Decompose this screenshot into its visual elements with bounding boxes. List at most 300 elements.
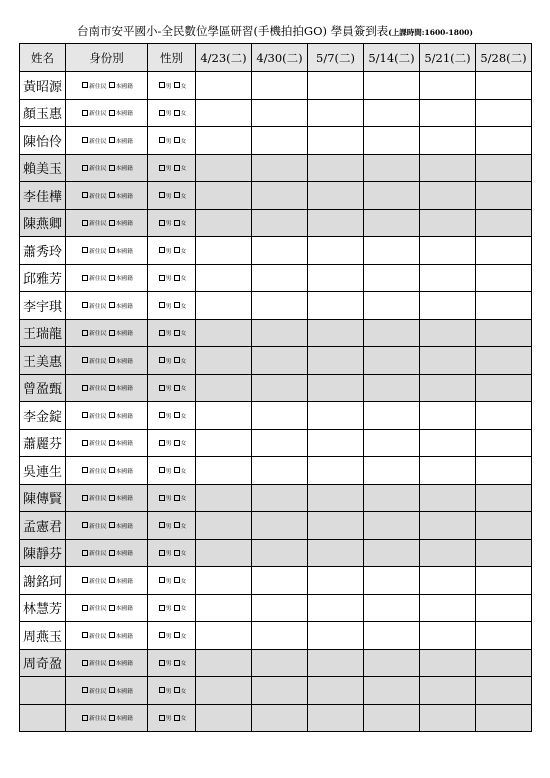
identity-checkbox-local[interactable] [109,605,115,611]
gender-checkbox-male[interactable] [159,467,165,473]
signature-cell-date-2[interactable] [252,677,308,705]
header-date-1: 4/23(二) [196,44,252,72]
header-date-4: 5/14(二) [364,44,420,72]
identity-label-local: 本國籍 [115,578,133,585]
identity-checkbox-new[interactable] [82,247,88,253]
identity-checkbox-local[interactable] [109,522,115,528]
signature-cell-date-6[interactable] [476,154,532,182]
identity-label-local: 本國籍 [115,276,133,283]
signature-cell-date-4[interactable] [364,209,420,237]
gender-checkbox-female[interactable] [174,687,180,693]
student-name: 陳怡伶 [20,127,66,155]
gender-checkbox-male[interactable] [159,192,165,198]
signature-cell-date-6[interactable] [476,539,532,567]
signature-cell-date-4[interactable] [364,622,420,650]
signature-cell-date-4[interactable] [364,429,420,457]
signature-cell-date-2[interactable] [252,622,308,650]
identity-checkbox-new[interactable] [82,550,88,556]
identity-checkbox-local[interactable] [109,660,115,666]
gender-checkbox-male[interactable] [159,550,165,556]
identity-checkbox-new[interactable] [82,192,88,198]
identity-label-new: 新住民 [89,468,107,475]
signature-cell-date-4[interactable] [364,127,420,155]
gender-checkbox-male[interactable] [159,660,165,666]
signature-cell-date-2[interactable] [252,457,308,485]
gender-checkbox-female[interactable] [174,330,180,336]
signature-cell-date-2[interactable] [252,72,308,100]
identity-checkbox-local[interactable] [109,687,115,693]
signature-cell-date-4[interactable] [364,484,420,512]
identity-checkbox-new[interactable] [82,577,88,583]
signature-cell-date-1[interactable] [196,677,252,705]
signature-cell-date-3[interactable] [308,127,364,155]
signature-cell-date-2[interactable] [252,99,308,127]
signature-cell-date-1[interactable] [196,127,252,155]
table-row [20,649,532,677]
identity-label-local: 本國籍 [115,358,133,365]
signature-cell-date-5[interactable] [420,484,476,512]
header-row [20,44,532,72]
identity-checkbox-new[interactable] [82,632,88,638]
gender-checkbox-female[interactable] [174,137,180,143]
gender-label-male: 男 [165,331,172,338]
gender-checkbox-female[interactable] [174,550,180,556]
signature-cell-date-1[interactable] [196,594,252,622]
identity-checkbox-local[interactable] [109,302,115,308]
gender-cell [148,99,196,127]
signature-cell-date-6[interactable] [476,457,532,485]
signature-cell-date-5[interactable] [420,704,476,732]
signature-cell-date-1[interactable] [196,264,252,292]
signature-cell-date-2[interactable] [252,594,308,622]
signature-cell-date-2[interactable] [252,182,308,210]
signature-cell-date-2[interactable] [252,347,308,375]
gender-checkbox-male[interactable] [159,137,165,143]
signature-cell-date-6[interactable] [476,292,532,320]
signature-cell-date-4[interactable] [364,649,420,677]
identity-label-local: 本國籍 [115,413,133,420]
signature-cell-date-6[interactable] [476,264,532,292]
signature-cell-date-4[interactable] [364,264,420,292]
gender-cell [148,429,196,457]
identity-cell [66,292,148,320]
identity-label-new: 新住民 [89,331,107,338]
signature-cell-date-2[interactable] [252,484,308,512]
signature-cell-date-2[interactable] [252,264,308,292]
signature-cell-date-1[interactable] [196,347,252,375]
signature-cell-date-3[interactable] [308,594,364,622]
signature-cell-date-4[interactable] [364,567,420,595]
gender-checkbox-male[interactable] [159,275,165,281]
signature-cell-date-3[interactable] [308,457,364,485]
gender-checkbox-male[interactable] [159,687,165,693]
signature-cell-date-4[interactable] [364,402,420,430]
gender-checkbox-female[interactable] [174,522,180,528]
signature-cell-date-1[interactable] [196,182,252,210]
gender-checkbox-male[interactable] [159,577,165,583]
identity-checkbox-new[interactable] [82,687,88,693]
gender-label-female: 女 [180,413,187,420]
gender-checkbox-male[interactable] [159,632,165,638]
gender-checkbox-male[interactable] [159,220,165,226]
signature-cell-date-5[interactable] [420,154,476,182]
signature-cell-date-3[interactable] [308,429,364,457]
signature-cell-date-3[interactable] [308,182,364,210]
gender-checkbox-female[interactable] [174,275,180,281]
signature-cell-date-1[interactable] [196,99,252,127]
identity-cell [66,677,148,705]
signature-cell-date-6[interactable] [476,182,532,210]
identity-checkbox-new[interactable] [82,275,88,281]
gender-checkbox-male[interactable] [159,357,165,363]
gender-cell [148,264,196,292]
identity-checkbox-new[interactable] [82,110,88,116]
gender-checkbox-male[interactable] [159,495,165,501]
identity-checkbox-local[interactable] [109,550,115,556]
table-row [20,127,532,155]
header-date-5: 5/21(二) [420,44,476,72]
gender-checkbox-female[interactable] [174,440,180,446]
signature-cell-date-5[interactable] [420,72,476,100]
gender-checkbox-female[interactable] [174,302,180,308]
signature-cell-date-3[interactable] [308,347,364,375]
signature-cell-date-5[interactable] [420,649,476,677]
signature-cell-date-5[interactable] [420,237,476,265]
signature-cell-date-6[interactable] [476,649,532,677]
signature-cell-date-6[interactable] [476,567,532,595]
signature-cell-date-1[interactable] [196,209,252,237]
identity-checkbox-local[interactable] [109,247,115,253]
signature-cell-date-1[interactable] [196,567,252,595]
signature-cell-date-2[interactable] [252,374,308,402]
identity-checkbox-new[interactable] [82,137,88,143]
gender-checkbox-female[interactable] [174,715,180,721]
signature-cell-date-3[interactable] [308,209,364,237]
signature-cell-date-4[interactable] [364,292,420,320]
signature-cell-date-1[interactable] [196,539,252,567]
signature-cell-date-4[interactable] [364,512,420,540]
signature-cell-date-5[interactable] [420,292,476,320]
gender-checkbox-female[interactable] [174,605,180,611]
identity-checkbox-new[interactable] [82,357,88,363]
identity-checkbox-local[interactable] [109,110,115,116]
signature-cell-date-3[interactable] [308,237,364,265]
signature-cell-date-6[interactable] [476,622,532,650]
gender-cell [148,292,196,320]
signature-cell-date-5[interactable] [420,99,476,127]
signature-cell-date-1[interactable] [196,649,252,677]
signature-cell-date-4[interactable] [364,374,420,402]
identity-checkbox-new[interactable] [82,715,88,721]
signature-cell-date-3[interactable] [308,292,364,320]
signature-cell-date-3[interactable] [308,72,364,100]
identity-checkbox-new[interactable] [82,495,88,501]
identity-label-local: 本國籍 [115,523,133,530]
identity-checkbox-new[interactable] [82,82,88,88]
signature-cell-date-3[interactable] [308,154,364,182]
signature-cell-date-2[interactable] [252,567,308,595]
gender-checkbox-male[interactable] [159,715,165,721]
identity-checkbox-local[interactable] [109,275,115,281]
signature-cell-date-5[interactable] [420,374,476,402]
signature-cell-date-5[interactable] [420,347,476,375]
signature-cell-date-6[interactable] [476,429,532,457]
signature-cell-date-5[interactable] [420,319,476,347]
identity-cell [66,264,148,292]
signature-cell-date-5[interactable] [420,182,476,210]
identity-checkbox-local[interactable] [109,440,115,446]
identity-checkbox-new[interactable] [82,522,88,528]
signature-cell-date-6[interactable] [476,704,532,732]
identity-checkbox-local[interactable] [109,467,115,473]
identity-checkbox-local[interactable] [109,82,115,88]
signature-cell-date-5[interactable] [420,512,476,540]
identity-checkbox-new[interactable] [82,605,88,611]
gender-checkbox-female[interactable] [174,82,180,88]
signature-cell-date-2[interactable] [252,429,308,457]
gender-checkbox-female[interactable] [174,467,180,473]
identity-checkbox-local[interactable] [109,192,115,198]
signature-cell-date-2[interactable] [252,649,308,677]
signature-cell-date-1[interactable] [196,374,252,402]
gender-checkbox-female[interactable] [174,495,180,501]
identity-label-local: 本國籍 [115,386,133,393]
gender-checkbox-female[interactable] [174,220,180,226]
signature-cell-date-4[interactable] [364,154,420,182]
identity-checkbox-local[interactable] [109,495,115,501]
gender-cell [148,209,196,237]
student-name: 陳燕卿 [20,209,66,237]
identity-label-local: 本國籍 [115,441,133,448]
gender-cell [148,374,196,402]
signature-cell-date-3[interactable] [308,319,364,347]
signature-cell-date-4[interactable] [364,72,420,100]
signature-cell-date-3[interactable] [308,539,364,567]
gender-checkbox-female[interactable] [174,412,180,418]
signature-cell-date-3[interactable] [308,99,364,127]
signature-cell-date-3[interactable] [308,484,364,512]
signature-cell-date-5[interactable] [420,539,476,567]
signature-cell-date-1[interactable] [196,457,252,485]
signature-cell-date-1[interactable] [196,484,252,512]
signature-cell-date-1[interactable] [196,292,252,320]
gender-label-male: 男 [165,221,172,228]
gender-checkbox-male[interactable] [159,605,165,611]
identity-checkbox-new[interactable] [82,302,88,308]
signature-cell-date-5[interactable] [420,127,476,155]
signature-cell-date-3[interactable] [308,704,364,732]
gender-checkbox-male[interactable] [159,522,165,528]
signature-cell-date-5[interactable] [420,209,476,237]
identity-checkbox-new[interactable] [82,467,88,473]
gender-checkbox-female[interactable] [174,385,180,391]
signature-cell-date-4[interactable] [364,99,420,127]
header-date-3: 5/7(二) [308,44,364,72]
signature-cell-date-4[interactable] [364,704,420,732]
identity-label-local: 本國籍 [115,138,133,145]
signature-cell-date-2[interactable] [252,402,308,430]
gender-cell [148,512,196,540]
signature-cell-date-6[interactable] [476,72,532,100]
signature-cell-date-2[interactable] [252,209,308,237]
signature-cell-date-4[interactable] [364,182,420,210]
identity-checkbox-local[interactable] [109,577,115,583]
signature-cell-date-3[interactable] [308,374,364,402]
signature-cell-date-5[interactable] [420,429,476,457]
signature-cell-date-5[interactable] [420,264,476,292]
signature-cell-date-2[interactable] [252,539,308,567]
gender-checkbox-female[interactable] [174,577,180,583]
signature-cell-date-5[interactable] [420,677,476,705]
identity-label-local: 本國籍 [115,606,133,613]
gender-checkbox-male[interactable] [159,302,165,308]
signature-cell-date-1[interactable] [196,704,252,732]
class-time: (上課時間:1600-1800) [388,28,473,37]
identity-checkbox-new[interactable] [82,385,88,391]
signature-cell-date-4[interactable] [364,677,420,705]
signature-cell-date-1[interactable] [196,72,252,100]
student-name: 李金錠 [20,402,66,430]
identity-label-new: 新住民 [89,276,107,283]
gender-cell [148,567,196,595]
gender-cell [148,402,196,430]
table-row [20,99,532,127]
gender-checkbox-female[interactable] [174,660,180,666]
signature-cell-date-2[interactable] [252,292,308,320]
signature-cell-date-1[interactable] [196,622,252,650]
header-name: 姓名 [20,44,66,72]
signature-cell-date-1[interactable] [196,512,252,540]
table-row [20,704,532,732]
signature-cell-date-2[interactable] [252,319,308,347]
gender-checkbox-male[interactable] [159,330,165,336]
gender-cell [148,127,196,155]
identity-checkbox-local[interactable] [109,220,115,226]
gender-checkbox-male[interactable] [159,385,165,391]
signature-cell-date-5[interactable] [420,457,476,485]
signature-cell-date-6[interactable] [476,319,532,347]
identity-checkbox-new[interactable] [82,165,88,171]
signature-cell-date-3[interactable] [308,264,364,292]
signature-cell-date-6[interactable] [476,347,532,375]
signature-cell-date-6[interactable] [476,237,532,265]
identity-checkbox-local[interactable] [109,357,115,363]
signature-cell-date-2[interactable] [252,512,308,540]
signature-cell-date-3[interactable] [308,567,364,595]
identity-checkbox-new[interactable] [82,440,88,446]
identity-checkbox-new[interactable] [82,220,88,226]
signature-cell-date-1[interactable] [196,429,252,457]
identity-checkbox-local[interactable] [109,330,115,336]
gender-checkbox-male[interactable] [159,110,165,116]
signature-cell-date-5[interactable] [420,567,476,595]
identity-checkbox-new[interactable] [82,412,88,418]
signature-cell-date-4[interactable] [364,319,420,347]
gender-checkbox-male[interactable] [159,412,165,418]
identity-label-local: 本國籍 [115,496,133,503]
student-name: 周燕玉 [20,622,66,650]
identity-checkbox-local[interactable] [109,715,115,721]
signature-cell-date-6[interactable] [476,402,532,430]
identity-cell [66,319,148,347]
gender-label-male: 男 [165,386,172,393]
gender-checkbox-female[interactable] [174,247,180,253]
signature-cell-date-1[interactable] [196,154,252,182]
gender-cell [148,677,196,705]
gender-checkbox-male[interactable] [159,247,165,253]
gender-checkbox-male[interactable] [159,440,165,446]
gender-label-male: 男 [165,551,172,558]
gender-label-female: 女 [180,716,187,723]
identity-checkbox-local[interactable] [109,632,115,638]
identity-label-new: 新住民 [89,551,107,558]
identity-checkbox-local[interactable] [109,385,115,391]
signature-cell-date-6[interactable] [476,209,532,237]
gender-label-male: 男 [165,716,172,723]
gender-checkbox-female[interactable] [174,110,180,116]
student-name: 孟憲君 [20,512,66,540]
signature-cell-date-5[interactable] [420,402,476,430]
gender-checkbox-male[interactable] [159,82,165,88]
signature-cell-date-3[interactable] [308,649,364,677]
signature-cell-date-1[interactable] [196,402,252,430]
signature-cell-date-5[interactable] [420,622,476,650]
gender-checkbox-female[interactable] [174,165,180,171]
signature-cell-date-6[interactable] [476,484,532,512]
gender-checkbox-female[interactable] [174,632,180,638]
identity-checkbox-new[interactable] [82,330,88,336]
signature-cell-date-4[interactable] [364,457,420,485]
gender-checkbox-male[interactable] [159,165,165,171]
signature-cell-date-4[interactable] [364,539,420,567]
signature-cell-date-3[interactable] [308,677,364,705]
signature-cell-date-2[interactable] [252,704,308,732]
table-row [20,182,532,210]
signature-cell-date-6[interactable] [476,374,532,402]
identity-checkbox-new[interactable] [82,660,88,666]
gender-label-male: 男 [165,166,172,173]
signature-cell-date-4[interactable] [364,347,420,375]
signature-cell-date-1[interactable] [196,319,252,347]
gender-cell [148,319,196,347]
signature-cell-date-5[interactable] [420,594,476,622]
signature-cell-date-3[interactable] [308,622,364,650]
signature-cell-date-6[interactable] [476,99,532,127]
signature-cell-date-6[interactable] [476,127,532,155]
signature-cell-date-1[interactable] [196,237,252,265]
identity-checkbox-local[interactable] [109,165,115,171]
gender-checkbox-female[interactable] [174,192,180,198]
signature-cell-date-2[interactable] [252,127,308,155]
gender-label-male: 男 [165,441,172,448]
identity-checkbox-local[interactable] [109,412,115,418]
signature-cell-date-4[interactable] [364,237,420,265]
identity-checkbox-local[interactable] [109,137,115,143]
signature-cell-date-3[interactable] [308,512,364,540]
signature-cell-date-2[interactable] [252,154,308,182]
signature-cell-date-6[interactable] [476,677,532,705]
signature-cell-date-6[interactable] [476,512,532,540]
signature-cell-date-3[interactable] [308,402,364,430]
table-row [20,264,532,292]
gender-checkbox-female[interactable] [174,357,180,363]
signature-cell-date-2[interactable] [252,237,308,265]
identity-cell [66,484,148,512]
signature-cell-date-4[interactable] [364,594,420,622]
signature-cell-date-6[interactable] [476,594,532,622]
gender-label-male: 男 [165,688,172,695]
gender-label-female: 女 [180,606,187,613]
